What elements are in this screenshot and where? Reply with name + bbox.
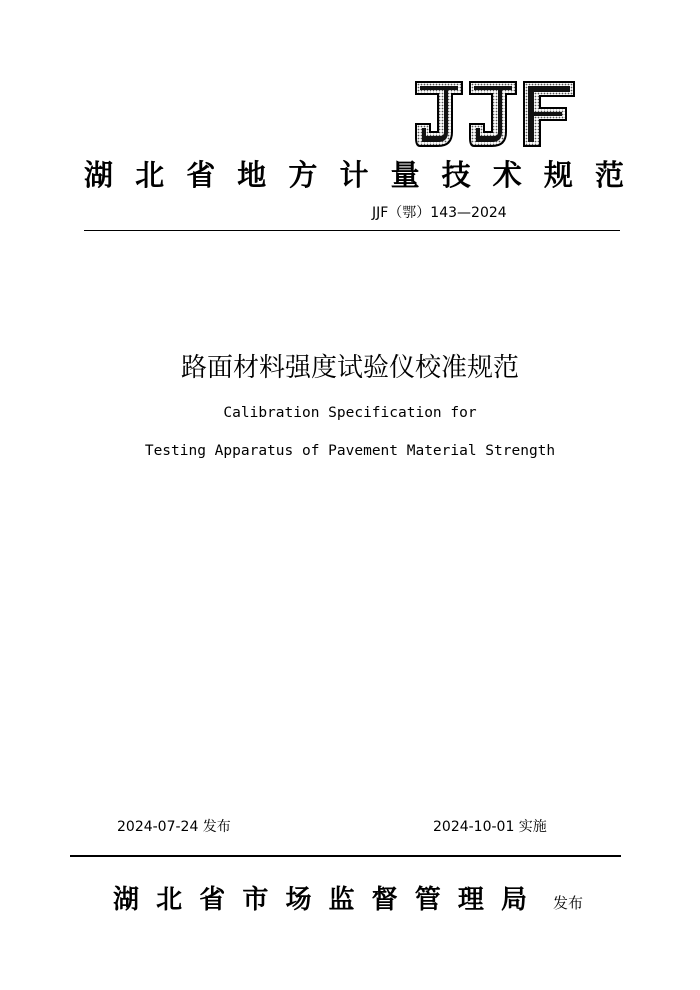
org-char: 局	[500, 885, 527, 915]
effective-date: 2024-10-01 实施	[433, 819, 547, 835]
document-title: 路面材料强度试验仪校准规范	[180, 353, 519, 383]
org-char: 监	[328, 885, 355, 915]
title-char: 湖	[84, 158, 114, 192]
title-char: 地	[237, 158, 267, 192]
title-char: 北	[135, 158, 165, 192]
jjf-logo	[414, 80, 578, 150]
issuer-category-title	[84, 155, 624, 195]
title-char: 方	[288, 158, 318, 192]
org-char: 市	[242, 885, 269, 915]
title-char: 量	[390, 158, 420, 192]
document-number: JJF（鄂）143—2024	[372, 205, 507, 221]
footer-divider	[70, 855, 621, 857]
title-char: 范	[594, 158, 624, 192]
title-char: 规	[543, 158, 573, 192]
logo-letter-j2	[470, 82, 516, 146]
english-title-line-2: Testing Apparatus of Pavement Material Strength	[144, 443, 556, 459]
issue-label: 发布	[553, 894, 584, 912]
org-char: 理	[457, 885, 484, 915]
english-title-line-1: Calibration Specification for	[223, 405, 477, 421]
org-char: 湖	[113, 885, 140, 915]
title-char: 计	[339, 158, 369, 192]
title-char: 术	[492, 158, 522, 192]
org-char: 场	[285, 885, 312, 915]
header-divider	[84, 230, 620, 231]
org-char: 省	[199, 885, 226, 915]
org-char: 督	[371, 885, 398, 915]
title-char: 技	[441, 158, 471, 192]
org-char: 管	[414, 885, 441, 915]
logo-letter-f	[524, 82, 574, 146]
issue-date: 2024-07-24 发布	[117, 819, 231, 835]
org-char: 北	[156, 885, 183, 915]
logo-letter-j1	[416, 82, 462, 146]
title-char: 省	[186, 158, 216, 192]
issuing-organization	[113, 882, 527, 918]
